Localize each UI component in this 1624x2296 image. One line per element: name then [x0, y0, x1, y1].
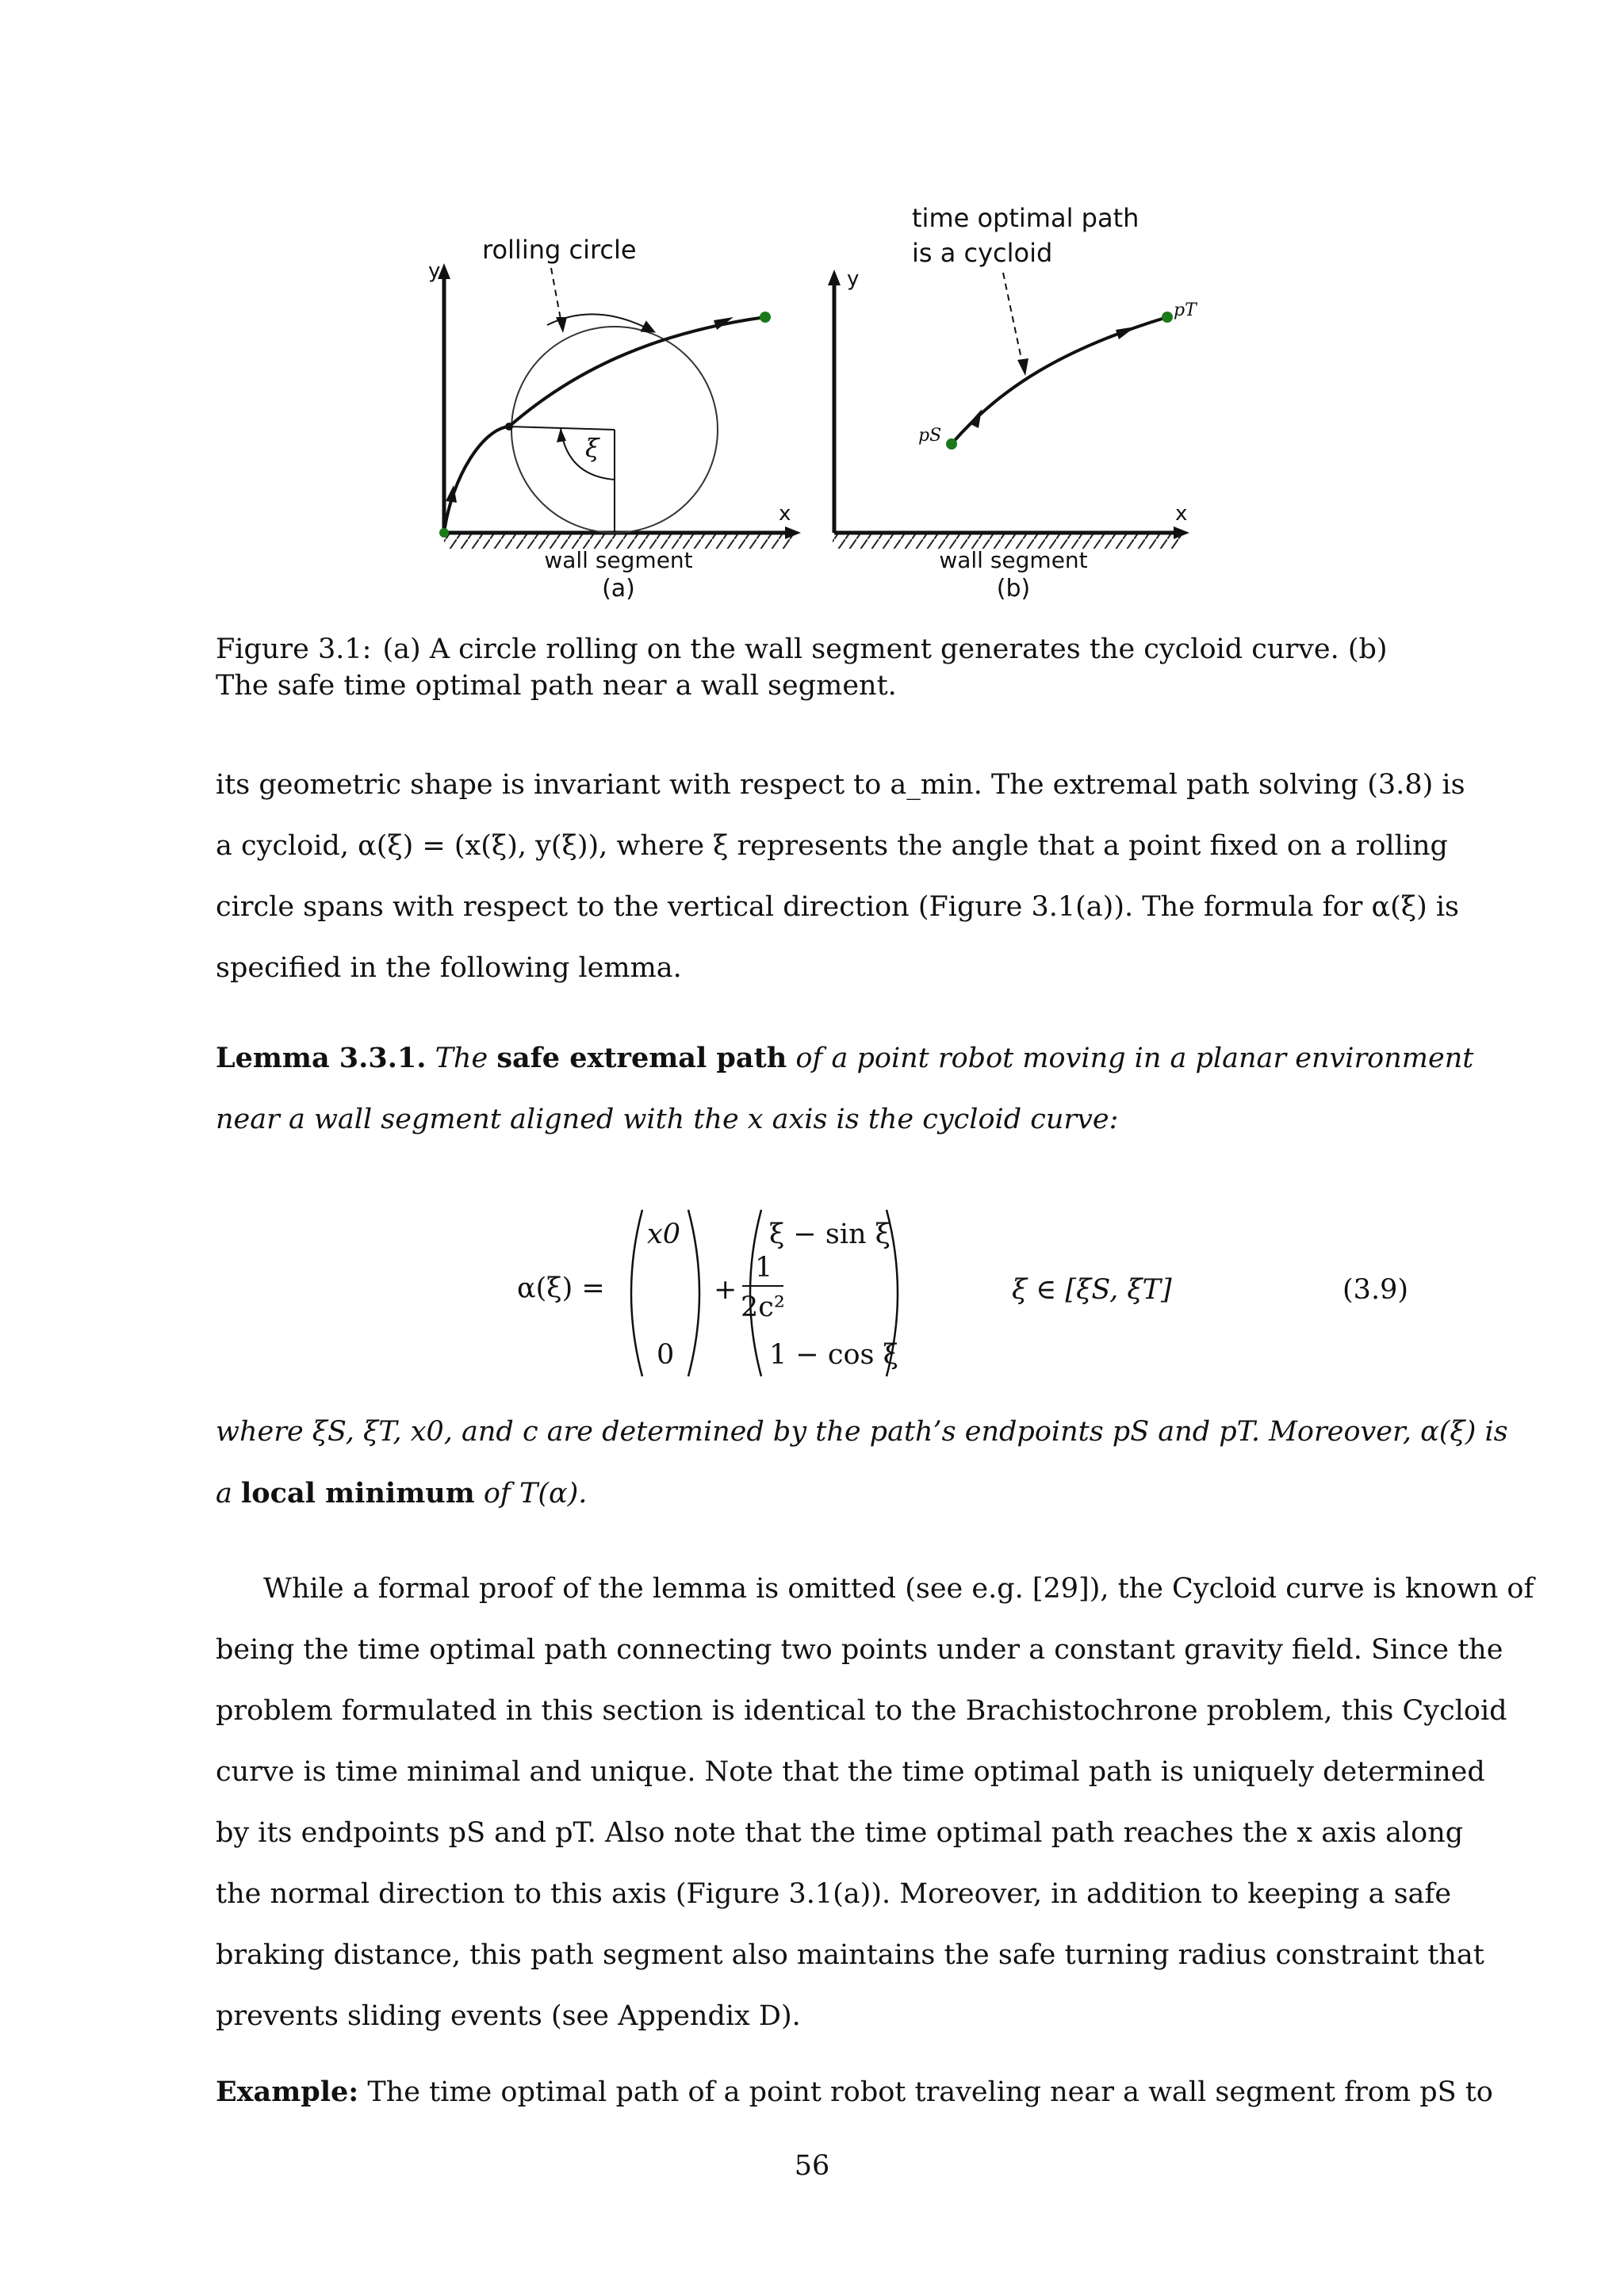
figure-3-1-svg	[412, 190, 1237, 603]
frac-den: 2c²	[741, 1292, 785, 1323]
para3-line2: being the time optimal path connecting two points under a constant gravity field. Since the	[216, 1634, 1503, 1666]
example-text: The time optimal path of a point robot traveling near a wall segment from pS to	[367, 2076, 1493, 2108]
vec1-top: x0	[647, 1219, 681, 1250]
rolling-circle-pointer-head	[556, 317, 567, 333]
where-line2	[216, 1463, 1408, 1525]
caption-label: Figure 3.1:	[216, 633, 372, 665]
y-axis-arrow-b	[828, 270, 841, 285]
cycloid-curve-b	[952, 317, 1167, 444]
lemma-bold1: safe extremal path	[496, 1042, 787, 1074]
wall-hatch-b	[833, 533, 1182, 549]
x-label-b: x	[1175, 502, 1188, 526]
eq-domain: ξ ∈ [ξS, ξT]	[1012, 1274, 1172, 1306]
rolling-circle-label: rolling circle	[482, 235, 637, 265]
para3-line7: braking distance, this path segment also maintains the safe turning radius constraint that	[216, 1939, 1484, 1971]
vec2-top: ξ − sin ξ	[769, 1219, 891, 1250]
para1-line3: circle spans with respect to the vertical direction (Figure 3.1(a)). The formula for α(ξ) is	[216, 891, 1460, 923]
caption-text: (a) A circle rolling on the wall segment generates the cycloid curve. (b) The safe time optimal path near a wall segment.	[216, 633, 1388, 702]
figure-3-1	[412, 190, 1237, 603]
para3-line8: prevents sliding events (see Appendix D).	[216, 2000, 801, 2032]
end-point-b	[1162, 312, 1173, 323]
figure-caption	[216, 631, 1408, 704]
para3-line6: the normal direction to this axis (Figure 3.1(a)). Moreover, in addition to keeping a safe	[216, 1878, 1452, 1910]
start-point-b	[946, 438, 957, 450]
equation-svg	[444, 1186, 1408, 1400]
end-point-a	[760, 312, 771, 323]
xi-symbol: ξ	[585, 433, 599, 463]
lemma-line2: near a wall segment aligned with the x axis is the cycloid curve:	[216, 1104, 1119, 1135]
curve-arrow-b2	[1116, 327, 1136, 339]
lemma-text2: of a point robot moving in a planar environment	[795, 1043, 1474, 1074]
panel-a	[428, 235, 801, 603]
para1-line4: specified in the following lemma.	[216, 952, 682, 984]
wall-hatch-a	[444, 533, 793, 549]
para3-line1: While a formal proof of the lemma is omitted (see e.g. [29]), the Cycloid curve is known of	[263, 1573, 1534, 1605]
para3-line3: problem formulated in this section is identical to the Brachistochrone problem, this Cycloid	[216, 1695, 1507, 1727]
equation-3-9	[444, 1186, 1408, 1400]
lemma-text1: The	[435, 1043, 488, 1074]
example-label: Example:	[216, 2076, 359, 2108]
lemma-3-3-1	[216, 1027, 1474, 1150]
y-label-b: y	[847, 267, 860, 291]
eq-number: (3.9)	[1342, 1274, 1408, 1306]
page-number: 56	[794, 2150, 830, 2182]
vec1-left-paren	[631, 1210, 642, 1376]
where-bold: local minimum	[241, 1477, 475, 1510]
vec1-bottom: 0	[657, 1339, 675, 1371]
paragraph-intro	[216, 755, 1465, 999]
para3-line5: by its endpoints pS and pT. Also note that the time optimal path reaches the x axis along	[216, 1817, 1464, 1849]
where-suffix: of T(α).	[483, 1478, 588, 1510]
para1-line1: its geometric shape is invariant with respect to a_min. The extremal path solving (3.8) is	[216, 769, 1465, 801]
pt-label: pT	[1174, 300, 1197, 320]
lemma-label: Lemma 3.3.1.	[216, 1042, 427, 1074]
angle-arc-arrow	[557, 428, 566, 442]
lemma-line1	[216, 1027, 1474, 1089]
where-prefix: a	[216, 1478, 232, 1510]
vec1-right-paren	[688, 1210, 699, 1376]
frac-num: 1	[755, 1252, 773, 1284]
wall-label-b: wall segment	[939, 547, 1088, 573]
example-paragraph	[216, 2061, 1493, 2123]
start-point-a	[439, 528, 449, 538]
ps-label: pS	[918, 426, 942, 446]
annotation-b-line1: time optimal path	[912, 203, 1139, 233]
annotation-b-pointer-head	[1017, 358, 1028, 376]
paragraph-proof-note	[216, 1559, 1534, 2047]
example-line	[216, 2061, 1493, 2123]
annotation-b-line2: is a cycloid	[912, 238, 1053, 268]
annotation-b-pointer	[1003, 273, 1023, 366]
where-line1: where ξS, ξT, x0, and c are determined by the path’s endpoints pS and pT. Moreover, α(ξ) is	[216, 1416, 1508, 1448]
rolling-circle-pointer	[551, 268, 561, 323]
panel-b	[828, 203, 1198, 603]
para3-line4: curve is time minimal and unique. Note that the time optimal path is uniquely determined	[216, 1756, 1485, 1788]
x-label-a: x	[779, 502, 791, 526]
para1-line2: a cycloid, α(ξ) = (x(ξ), y(ξ)), where ξ represents the angle that a point fixed on a rolling	[216, 830, 1448, 862]
equation-where-clause	[216, 1402, 1508, 1525]
y-label-a: y	[428, 259, 441, 283]
panel-label-a: (a)	[602, 575, 635, 603]
eq-plus: +	[714, 1274, 737, 1306]
wall-label-a: wall segment	[544, 547, 693, 573]
contact-point	[505, 423, 513, 430]
vec2-bottom: 1 − cos ξ	[769, 1339, 898, 1371]
eq-lhs: α(ξ) =	[517, 1272, 605, 1304]
radius-to-point	[509, 427, 615, 430]
panel-label-b: (b)	[996, 575, 1031, 603]
